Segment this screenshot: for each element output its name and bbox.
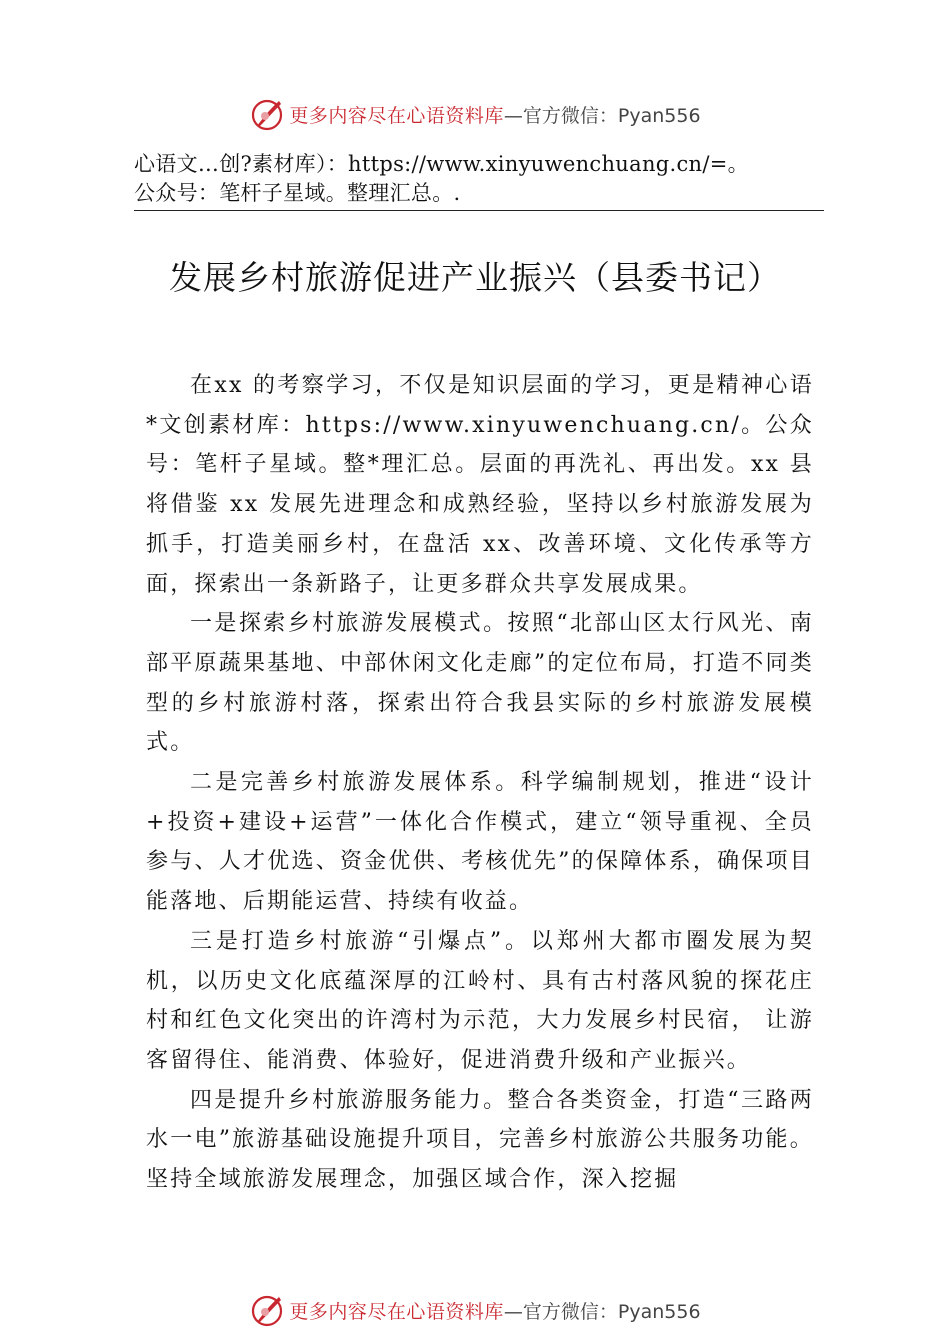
paragraph-2: 二是完善乡村旅游发展体系。科学编制规划，推进“设计+投资+建设+运营”一体化合作模式，建立“领导重视、全员参与、人才优选、资金优供、考核优先”的保障体系，确保项目能落地、后期能运营、持续有收益。 xyxy=(146,770,814,915)
top-watermark-banner xyxy=(0,94,950,134)
page-title: 发展乡村旅游促进产业振兴（县委书记） xyxy=(169,258,781,297)
paragraph-4: 四是提升乡村旅游服务能力。整合各类资金，打造“三路两水一电”旅游基础设施提升项目，完善乡村旅游公共服务功能。坚持全域旅游发展理念，加强区域合作，深入挖掘 xyxy=(146,1087,814,1193)
paragraph-1: 一是探索乡村旅游发展模式。按照“北部山区太行风光、南部平原蔬果基地、中部休闲文化走廊”的定位布局，打造不同类型的乡村旅游村落，探索出符合我县实际的乡村旅游发展模式。 xyxy=(146,611,814,756)
paragraph-intro: 在xx 的考察学习，不仅是知识层面的学习，更是精神心语*文创素材库：https://www.xinyuwenchuang.cn/。公众号：笔杆子星域。整*理汇总。层面的再洗礼、再出发。xx 县将借鉴 xx 发展先进理念和成熟经验，坚持以乡村旅游发展为抓手，打造美丽乡村，在盘活 xx、改善环境、文化传承等方面，探索出一条新路子，让更多群众共享发展成果。 xyxy=(146,373,814,597)
body-text xyxy=(146,366,814,1200)
header-line-1: 心语文…创?素材库）：https://www.xinyuwenchuang.cn/=。 xyxy=(134,152,749,176)
paragraph-3: 三是打造乡村旅游“引爆点”。以郑州大都市圈发展为契机，以历史文化底蕴深厚的江岭村、具有古村落风貌的探花庄村和红色文化突出的许湾村为示范，大力发展乡村民宿， 让游客留得住、能消费、体验好，促进消费升级和产业振兴。 xyxy=(146,928,814,1073)
header-block xyxy=(134,150,824,211)
header-line-2: 公众号：笔杆子星域。整理汇总。. xyxy=(134,179,824,211)
banner-text: 更多内容尽在心语资料库 xyxy=(289,1300,504,1323)
banner-suffix: —官方微信：Pyan556 xyxy=(503,1300,701,1323)
banner-text: 更多内容尽在心语资料库 xyxy=(289,104,504,127)
banner-suffix: —官方微信：Pyan556 xyxy=(503,104,701,127)
bottom-watermark-banner xyxy=(0,1290,950,1330)
brush-logo-icon xyxy=(249,1292,285,1328)
brush-logo-icon xyxy=(249,96,285,132)
